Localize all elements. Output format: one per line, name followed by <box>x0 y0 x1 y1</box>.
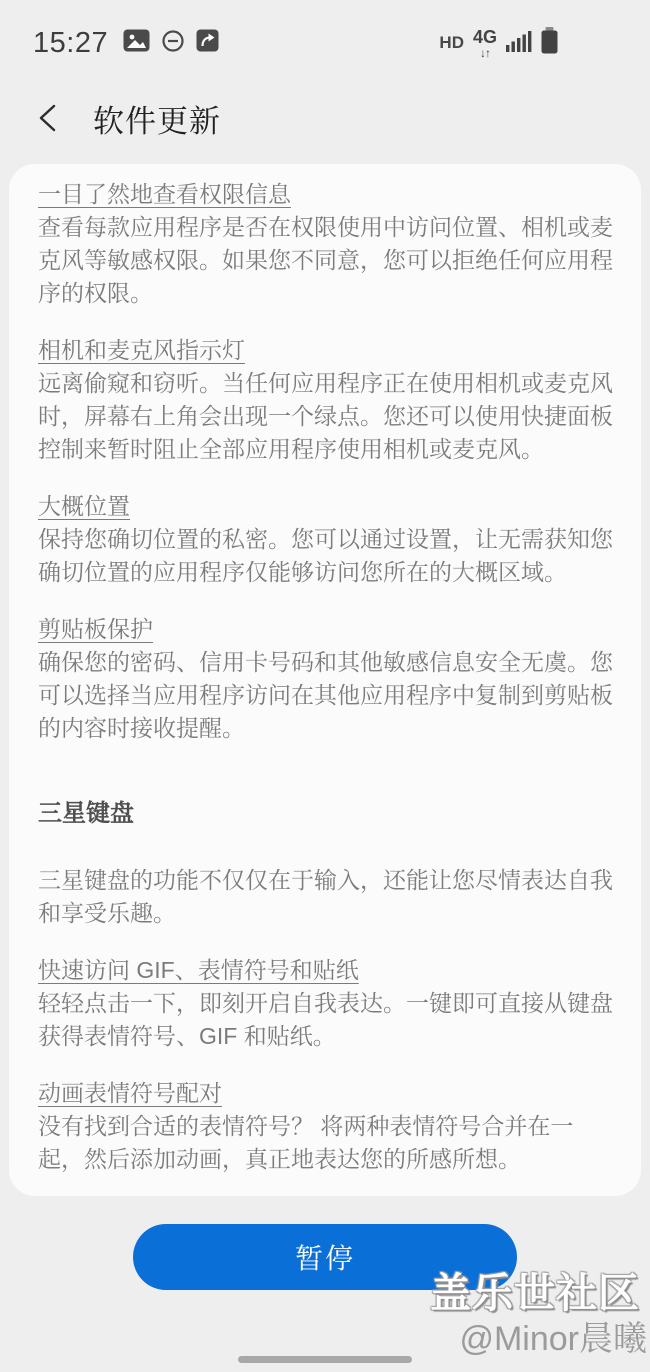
home-indicator-handle[interactable] <box>238 1356 412 1363</box>
section-heading: 快速访问 GIF、表情符号和贴纸 <box>38 957 359 983</box>
signal-strength-icon <box>506 30 532 57</box>
section-heading: 剪贴板保护 <box>38 616 153 642</box>
section-body: 保持您确切位置的私密。您可以通过设置，让无需获知您确切位置的应用程序仅能够访问您所在的大概区域。 <box>38 526 613 585</box>
section-body: 查看每款应用程序是否在权限使用中访问位置、相机或麦克风等敏感权限。如果您不同意，您可以拒绝任何应用程序的权限。 <box>38 214 613 306</box>
image-notification-icon <box>123 29 150 57</box>
call-forward-icon <box>196 29 219 57</box>
back-button[interactable] <box>34 102 62 134</box>
status-bar-left <box>33 27 219 60</box>
section-camera-mic-indicator <box>38 334 616 466</box>
section-body: 轻轻点击一下，即刻开启自我表达。一键即可直接从键盘获得表情符号、GIF 和贴纸。 <box>38 990 613 1049</box>
hd-indicator: HD <box>439 33 464 52</box>
section-body: 三星键盘的功能不仅仅在于输入，还能让您尽情表达自我和享受乐趣。 <box>38 867 613 926</box>
do-not-disturb-icon <box>161 29 185 58</box>
section-permission-info <box>38 178 616 310</box>
section-heading: 三星键盘 <box>38 800 134 827</box>
network-type-icon: 4G ↓↑ <box>472 26 497 60</box>
section-body: 确保您的密码、信用卡号码和其他敏感信息安全无虞。您可以选择当应用程序访问在其他应用程序中复制到剪贴板的内容时接收提醒。 <box>38 649 613 741</box>
status-bar-right <box>439 27 558 59</box>
section-heading: 大概位置 <box>38 493 130 519</box>
update-notes-scroll-area[interactable] <box>9 164 641 1196</box>
section-emoji-pair <box>38 1077 616 1176</box>
section-approximate-location <box>38 490 616 589</box>
page-title: 软件更新 <box>93 103 221 139</box>
section-heading: 动画表情符号配对 <box>38 1080 222 1106</box>
battery-icon <box>541 27 558 59</box>
section-samsung-keyboard <box>38 797 616 930</box>
pause-button[interactable]: 暂停 <box>133 1224 517 1290</box>
app-bar <box>0 96 650 140</box>
section-body: 没有找到合适的表情符号？ 将两种表情符号合并在一起，然后添加动画，真正地表达您的所感所想。 <box>38 1113 574 1172</box>
status-bar <box>0 0 650 62</box>
clock: 15:27 <box>33 26 109 59</box>
section-gif-emoji-stickers <box>38 954 616 1053</box>
section-body: 远离偷窥和窃听。当任何应用程序正在使用相机或麦克风时，屏幕右上角会出现一个绿点。您还可以使用快捷面板控制来暂时阻止全部应用程序使用相机或麦克风。 <box>38 370 613 462</box>
watermark-author: @Minor晨曦 <box>459 1320 647 1358</box>
section-heading: 一目了然地查看权限信息 <box>38 181 291 207</box>
section-heading: 相机和麦克风指示灯 <box>38 337 245 363</box>
watermark-community: 盖乐世社区 <box>430 1270 640 1316</box>
section-clipboard-protection <box>38 613 616 745</box>
